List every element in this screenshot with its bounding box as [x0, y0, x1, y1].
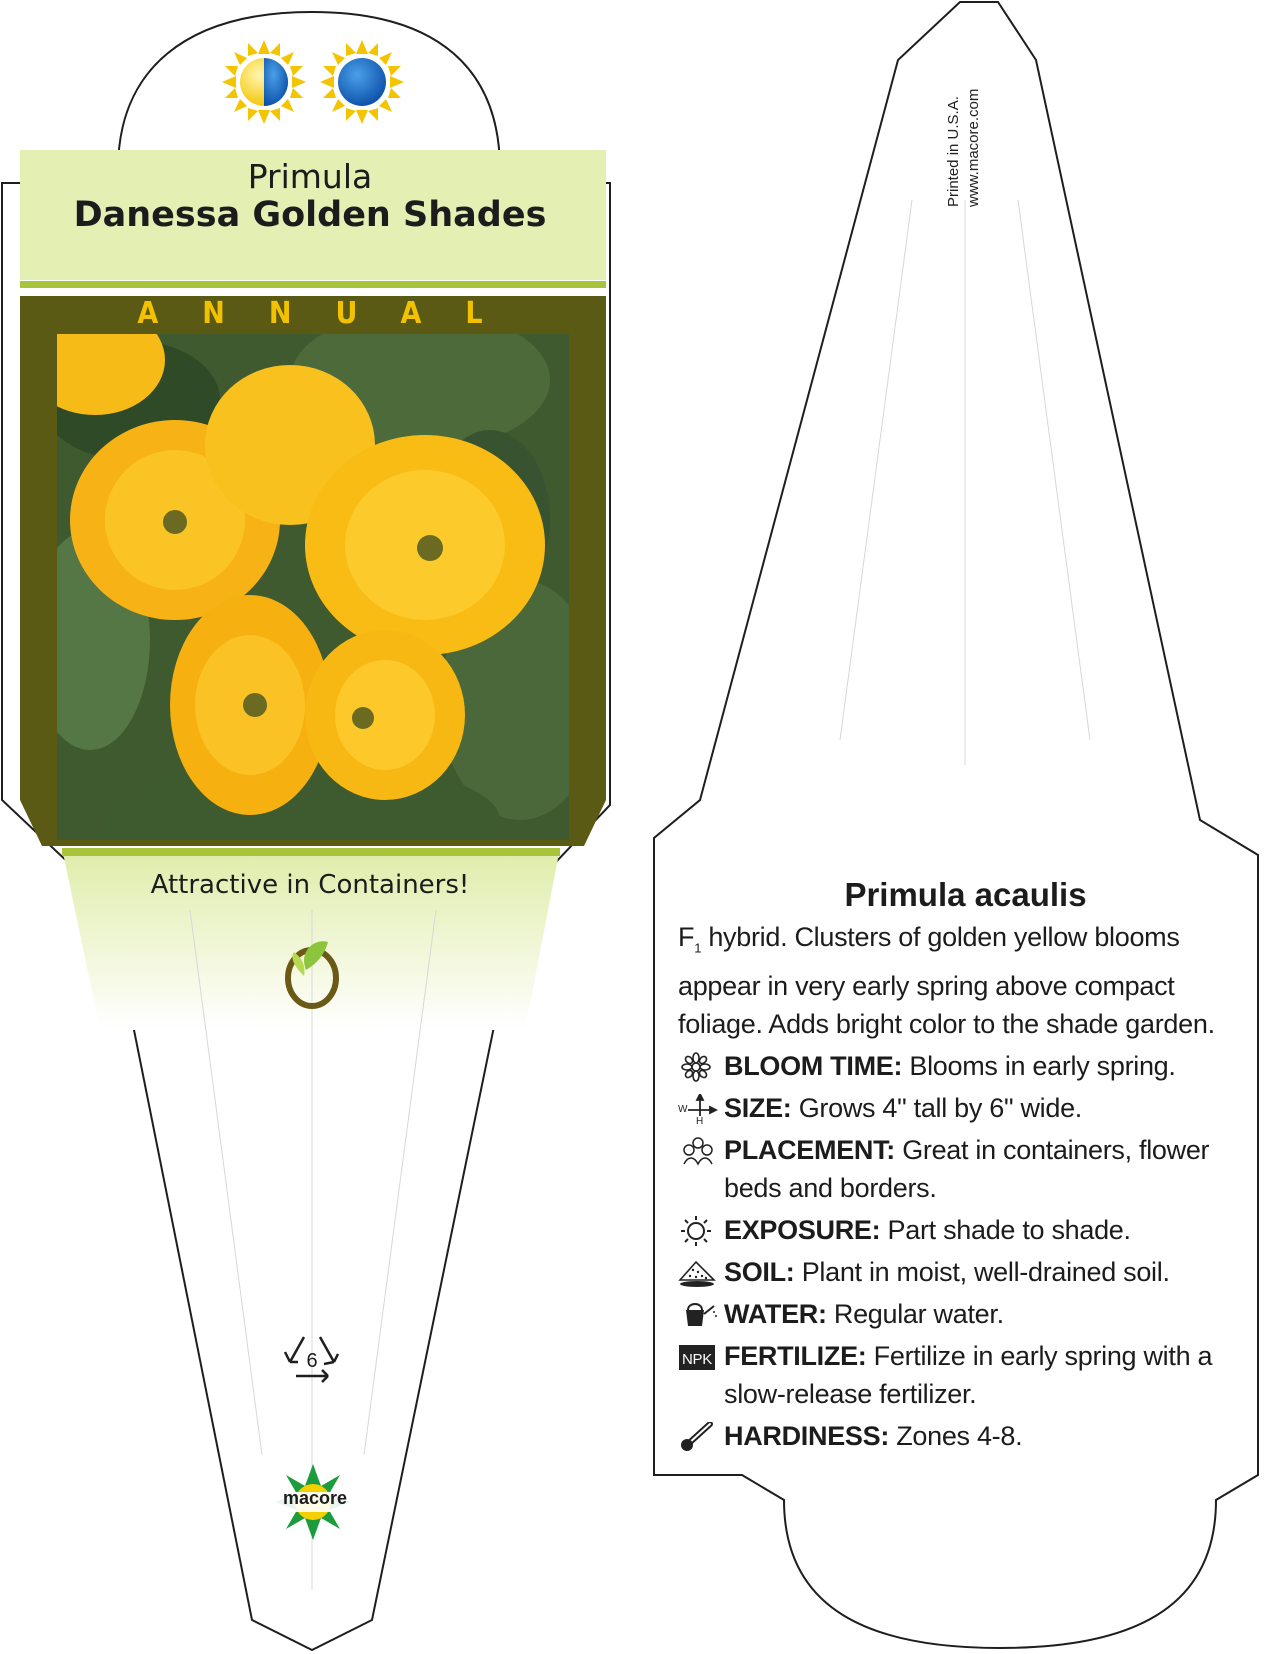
npk-icon: [678, 1342, 718, 1372]
attr-exposure: EXPOSURE: Part shade to shade.: [678, 1211, 1253, 1249]
thermometer-icon: [678, 1422, 718, 1452]
watering-can-icon: [678, 1300, 718, 1330]
soil-pile-icon: [678, 1258, 718, 1288]
recycle-code: 6: [306, 1350, 318, 1372]
printed-note: Printed in U.S.A.: [945, 96, 962, 207]
part-shade-sun-icon: [222, 40, 306, 124]
attr-hardiness: HARDINESS: Zones 4-8.: [678, 1417, 1253, 1455]
plant-description: $F_1$ hybrid. Clusters of golden yellow blooms appear in very early spring above compact foliage. Adds bright color to the shade garden.: [678, 922, 1215, 1040]
svg-text:W: W: [678, 1104, 688, 1116]
category-label: ANNUAL: [137, 296, 527, 331]
shade-sun-icon: [320, 40, 404, 124]
size-arrows-icon: [678, 1094, 718, 1124]
flower-icon: [678, 1052, 718, 1082]
care-info: [678, 876, 1253, 1455]
plant-cultivar: Danessa Golden Shades: [73, 195, 547, 235]
tagline: Attractive in Containers!: [150, 870, 470, 900]
svg-text:H: H: [696, 1116, 703, 1125]
website: www.macore.com: [965, 88, 982, 207]
plant-genus: Primula: [247, 157, 373, 196]
plant-photo: [25, 305, 600, 880]
attr-soil: SOIL: Plant in moist, well-drained soil.: [678, 1253, 1253, 1291]
printed-note-block: [945, 55, 982, 215]
sun-outline-icon: [678, 1216, 718, 1246]
scientific-name: Primula acaulis: [844, 876, 1087, 913]
attr-bloom-time: BLOOM TIME: Blooms in early spring.: [678, 1047, 1253, 1085]
brand-name: macore: [282, 1488, 348, 1508]
attr-water: WATER: Regular water.: [678, 1295, 1253, 1333]
plant-cluster-icon: [678, 1136, 718, 1166]
attr-fertilize: NPK FERTILIZE: Fertilize in early spring with a slow-release fertilizer.: [678, 1337, 1253, 1413]
attr-size: W H SIZE: Grows 4" tall by 6" wide.: [678, 1089, 1253, 1127]
attr-placement: PLACEMENT: Great in containers, flower beds and borders.: [678, 1131, 1253, 1207]
svg-text:NPK: NPK: [682, 1351, 712, 1369]
title-band-rule: [20, 281, 606, 288]
